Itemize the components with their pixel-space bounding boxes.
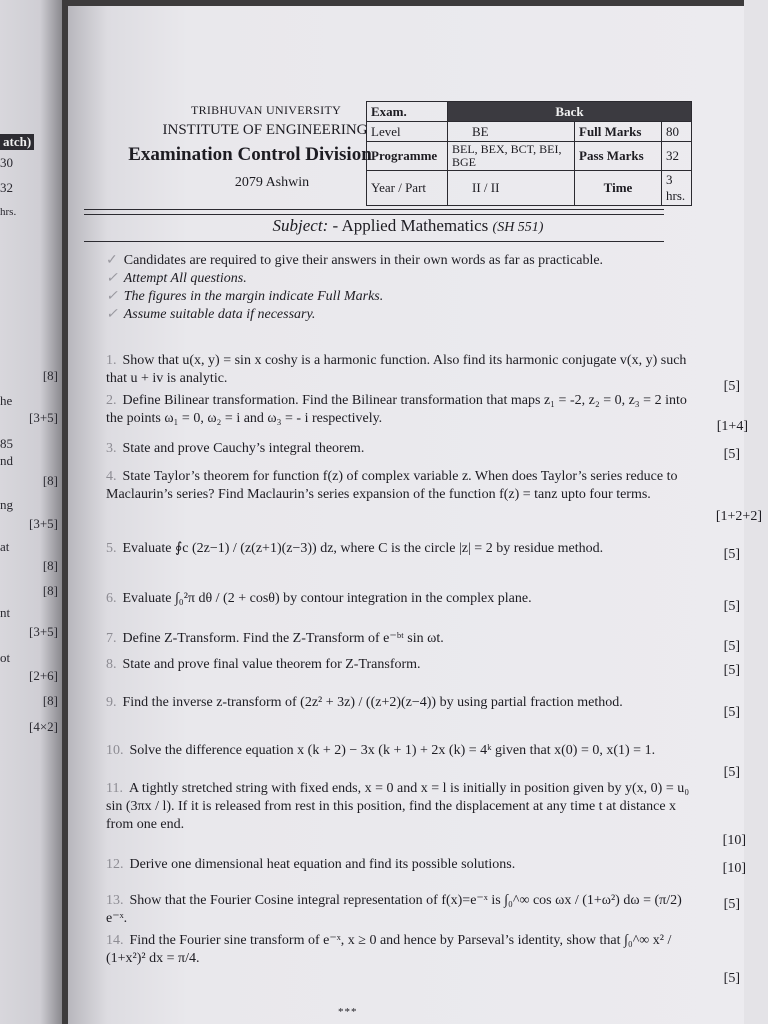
prev-page-text: 30 — [0, 155, 13, 170]
question-item: 4. State Taylor’s theorem for function f(z) of complex variable z. When does Taylor’s series reduce to Maclaurin’s series? Find Maclaurin’s series expansion of the function f(z) = tanz upto four terms. [1+2+2] — [106, 469, 762, 524]
programme-value: BEL, BEX, BCT, BEI, BGE — [448, 142, 575, 171]
question-item: 5. Evaluate ∮c (2z−1) / (z(z+1)(z−3)) dz, where C is the circle |z| = 2 by residue method. [5] — [106, 541, 740, 562]
prev-page-marks: [8] — [42, 368, 58, 383]
question-marks: [5] — [723, 599, 740, 614]
prev-page-text: he — [0, 393, 13, 408]
prev-page-marks: [2+6] — [29, 668, 58, 683]
question-marks: [5] — [723, 765, 740, 780]
division-name: Examination Control Division — [128, 144, 372, 165]
exam-value: Back — [448, 102, 692, 122]
prev-page-marks: [8] — [42, 583, 58, 598]
prev-page-text: ng — [0, 497, 13, 512]
question-item: 14. Find the Fourier sine transform of e⁻ˣ, x ≥ 0 and hence by Parseval’s identity, show that ∫₀^∞ x² / (1+x²)² dx = π/4. [5] — [106, 933, 740, 986]
prev-page-marks: [8] — [42, 473, 58, 488]
question-marks: [10] — [722, 833, 746, 848]
subject-code: (SH 551) — [492, 220, 544, 235]
question-marks: [1+2+2] — [715, 509, 762, 524]
question-marks: [5] — [723, 971, 740, 986]
prev-page-marks: [3+5] — [29, 410, 58, 425]
time-label: Time — [575, 171, 662, 206]
prev-page-text: nt — [0, 605, 11, 620]
question-marks: [1+4] — [716, 419, 748, 434]
question-item: 2. Define Bilinear transformation. Find the Bilinear transformation that maps z₁ = -2, z₂ = 0, z₃ = 2 into the points ω₁ = 0, ω₂ = i and ω₃ = - i respectively. [1+4] — [106, 393, 748, 434]
question-marks: [5] — [723, 379, 740, 394]
question-item: 10. Solve the difference equation x (k + 2) − 3x (k + 1) + 2x (k) = 4ᵏ given that x(0) = 0, x(1) = 1. [5] — [106, 743, 740, 780]
time-value: 3 hrs. — [662, 171, 692, 206]
header-rule — [84, 214, 664, 215]
question-item: 8. State and prove final value theorem for Z-Transform. [5] — [106, 657, 740, 678]
instruction-item: ✓ Candidates are required to give their answers in their own words as far as practicable. — [106, 253, 604, 268]
question-marks: [5] — [723, 705, 740, 720]
prev-page-marks: [4×2] — [29, 719, 58, 734]
exam-session: 2079 Ashwin — [234, 175, 310, 190]
instruction-item: ✓ Attempt All questions. — [106, 271, 247, 286]
prev-page-marks: [8] — [42, 558, 58, 573]
check-icon: ✓ — [106, 307, 118, 322]
year-part-value: II / II — [448, 171, 575, 206]
programme-label: Programme — [367, 142, 448, 171]
instruction-item: ✓ The figures in the margin indicate Full Marks. — [106, 289, 384, 304]
year-part-label: Year / Part — [367, 171, 448, 206]
check-icon: ✓ — [106, 289, 118, 304]
full-marks-label: Full Marks — [575, 122, 662, 142]
pass-marks-value: 32 — [662, 142, 692, 171]
question-marks: [10] — [722, 861, 746, 876]
university-name: TRIBHUVAN UNIVERSITY — [190, 103, 342, 117]
header-rule — [84, 209, 664, 210]
prev-page-text: nd — [0, 453, 13, 468]
question-marks: [5] — [723, 663, 740, 678]
prev-page-text: at — [0, 539, 10, 554]
pass-marks-label: Pass Marks — [575, 142, 662, 171]
question-item: 13. Show that the Fourier Cosine integral representation of f(x)=e⁻ˣ is ∫₀^∞ cos ωx / (1+ω²) dω = (π/2) e⁻ˣ. [5] — [106, 893, 740, 926]
question-item: 6. Evaluate ∫₀²π dθ / (2 + cosθ) by contour integration in the complex plane. [5] — [106, 591, 740, 614]
exam-paper — [68, 6, 762, 1024]
question-marks: [5] — [723, 447, 740, 462]
subject-name: Applied Mathematics — [341, 216, 489, 235]
subject-line — [208, 216, 608, 236]
question-item: 1. Show that u(x, y) = sin x coshy is a harmonic function. Also find its harmonic conjugate v(x, y) such that u + iv is analytic. [5] — [106, 353, 740, 394]
level-label: Level — [367, 122, 448, 142]
question-item: 12. Derive one dimensional heat equation and find its possible solutions. [10] — [106, 857, 746, 876]
prev-page-marks: [3+5] — [29, 516, 58, 531]
question-item: 11. A tightly stretched string with fixed ends, x = 0 and x = l is initially in position given by y(x, 0) = u₀ sin (3πx / l). If it is released from rest in this position, find the displacement at any time t at distance x from one end. [10] — [106, 781, 746, 848]
prev-page-text: atch) — [0, 134, 34, 150]
check-icon: ✓ — [106, 271, 118, 286]
institute-name: INSTITUTE OF ENGINEERING — [162, 122, 368, 138]
full-marks-value: 80 — [662, 122, 692, 142]
question-marks: [5] — [723, 547, 740, 562]
question-item: 3. State and prove Cauchy’s integral theorem. [5] — [106, 441, 740, 462]
subject-prefix: Subject: - — [272, 216, 339, 235]
instruction-item: ✓ Assume suitable data if necessary. — [106, 307, 316, 322]
question-item: 9. Find the inverse z-transform of (2z² + 3z) / ((z+2)(z−4)) by using partial fraction method. [5] — [106, 695, 740, 720]
question-marks: [5] — [723, 897, 740, 912]
prev-page-marks: [3+5] — [29, 624, 58, 639]
level-value: BE — [448, 122, 575, 142]
question-marks: [5] — [723, 639, 740, 654]
exam-info-table — [366, 101, 692, 206]
prev-page-text: ot — [0, 650, 11, 665]
prev-page-text: 32 — [0, 180, 13, 195]
prev-page-text: hrs. — [0, 206, 17, 218]
end-marker: *** — [338, 1006, 358, 1018]
previous-page-edge — [0, 0, 62, 1024]
prev-page-text: 85 — [0, 436, 13, 451]
exam-label: Exam. — [367, 102, 448, 122]
check-icon: ✓ — [106, 253, 118, 268]
question-item: 7. Define Z-Transform. Find the Z-Transform of e⁻ᵇᵗ sin ωt. [5] — [106, 631, 740, 654]
subject-rule — [84, 241, 664, 242]
prev-page-marks: [8] — [42, 693, 58, 708]
